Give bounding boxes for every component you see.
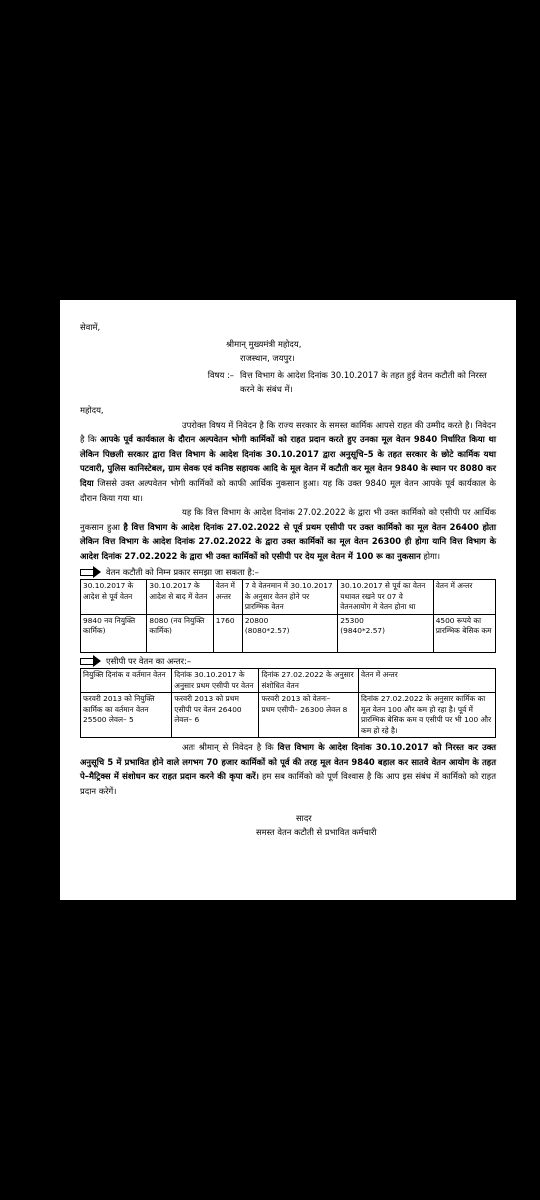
table-cell: फरवरी 2013 को नियुक्ति कार्मिक का वर्तमान वेतन 25500 लेवल– 5 bbox=[81, 693, 172, 738]
table-cell: 9840 नव नियुक्ति कार्मिक) bbox=[81, 614, 147, 652]
paragraph-2 bbox=[80, 505, 496, 563]
table-header-cell: 7 वे वेतनमान में 30.10.2017 के अनुसार वेतन होने पर प्रारम्भिक वेतन bbox=[242, 580, 337, 615]
arrow-right-icon bbox=[80, 566, 102, 577]
table-header-cell: 30.10.2017 के आदेश से पूर्व वेतन bbox=[81, 580, 147, 615]
signature-block bbox=[80, 811, 496, 840]
addressee: श्रीमान् मुख्यमंत्री महोदय, bbox=[226, 338, 302, 349]
table-header-cell: वेतन में अन्तर bbox=[359, 669, 496, 693]
table-cell: फरवरी 2013 को वेतनः– प्रथम एसीपी– 26300 लेवल 8 bbox=[259, 693, 359, 738]
closing-paragraph bbox=[80, 740, 496, 798]
table-header-cell: नियुक्ति दिनांक व वर्तमान वेतन bbox=[81, 669, 172, 693]
paragraph-1-text: उपरोक्त विषय में निवेदन है कि राज्य सरकार के समस्त कार्मिक आपसे राहत की उम्मीद करते है। निवेदन है कि bbox=[80, 419, 496, 445]
table-cell: 20800 (8080*2.57) bbox=[242, 614, 337, 652]
subject-line bbox=[80, 368, 496, 397]
table-header-row bbox=[81, 669, 496, 693]
table-cell: फरवरी 2013 को प्रथम एसीपी पर वेतन 26400 लेवल– 6 bbox=[172, 693, 259, 738]
table-header-cell: 30.10.2017 से पूर्व का वेतन यथावत रखने पर 07 वे वेतनआयोग मे वेतन होना था bbox=[338, 580, 433, 615]
paragraph-1-tail: जिससे उक्त अल्पवेतन भोगी कार्मिकों को काफी आर्थिक नुकसान हुआ। यह कि उक्त 9840 मूल वेतन आपके पूर्व कार्यकाल के दौरान किया गया था। bbox=[80, 477, 496, 503]
signature: समस्त वेतन कटौती से प्रभावित कर्मचारी bbox=[256, 827, 377, 838]
subject-label: विषय :– bbox=[207, 369, 234, 380]
table-row bbox=[81, 693, 496, 738]
letter-body bbox=[80, 320, 496, 840]
table-header-cell: 30.10.2017 के आदेश से बाद में वेतन bbox=[147, 580, 213, 615]
table-header-cell: दिनांक 30.10.2017 के अनुसार प्रथम एसीपी पर वेतन bbox=[172, 669, 259, 693]
closing-text: अतः श्रीमान् से निवेदन है कि bbox=[182, 742, 278, 753]
regards: सादर bbox=[296, 812, 312, 823]
table1-caption-line bbox=[80, 565, 496, 580]
table-header-row bbox=[81, 580, 496, 615]
table-cell: 8080 (नव नियुक्ति कार्मिक) bbox=[147, 614, 213, 652]
paragraph-2-text: यह कि वित्त विभाग के आदेश दिनांक 27.02.2022 के द्वारा भी उक्त कार्मिको को एसीपी पर आर्थिक नुकसान हुआ bbox=[80, 507, 496, 532]
table-cell: 4500 रूपये का प्रारम्भिक बेसिक कम bbox=[433, 614, 495, 652]
arrow-right-icon bbox=[80, 655, 102, 666]
letter-page bbox=[60, 300, 516, 900]
table-header-cell: वेतन में अन्तर bbox=[433, 580, 495, 615]
subject-text: वित्त विभाग के आदेश दिनांक 30.10.2017 के तहत हुई वेतन कटौती को निरस्त करने के संबंध में। bbox=[240, 369, 487, 395]
salutation: सेवामें, bbox=[80, 322, 101, 332]
paragraph-2-tail: होगा। bbox=[420, 550, 441, 561]
paragraph-2-bold: है वित्त विभाग के आदेश दिनांक 27.02.2022 से पूर्व प्रथम एसीपी पर उक्त कार्मिको का मूल वेतन 26400 होता लेकिन वित्त विभाग के आदेश दिनांक 27.02.2022 के द्वारा उक्त कार्मिकों का मूल वेतन 26300 ही होगा यानि वित्त विभाग के आदेश दिनांक 27.02.2022 के द्वारा भी उक्त कार्मिकों को एसीपी पर देय मूल वेतन में 100 रू का नुकसान bbox=[80, 521, 497, 561]
closing-tail: हम सब कार्मिको को पूर्ण विश्वास है कि आप इस संबंध में कार्मिको को राहत प्रदान करेगें। bbox=[80, 771, 496, 796]
table2-caption-line bbox=[80, 654, 496, 669]
paragraph-1-bold: आपके पूर्व कार्यकाल के दौरान अल्पवेतन भोगी कार्मिकों को राहत प्रदान करते हुए उनका मूल वेतन 9840 निर्धारित किया था लेकिन पिछली सरकार द्वारा वित्त विभाग के आदेश दिनांक 30.10.2017 द्वारा अनुसूचि–5 के तहत सरकार के छोटे कार्मिक यथा पटवारी, पुलिस कानिस्टेबल, ग्राम सेवक एवं कनिष्ठ सहायक आदि के मूल वेतन में कटौती कर मूल वेतन 9840 के स्थान पर 8080 कर दिया bbox=[80, 434, 496, 488]
table-header-cell: वेतन में अन्तर bbox=[213, 580, 242, 615]
table2-caption: एसीपी पर वेतन का अन्तर:– bbox=[106, 655, 192, 666]
address: राजस्थान, जयपुर। bbox=[240, 353, 295, 364]
salary-cut-table bbox=[80, 579, 496, 653]
acp-difference-table bbox=[80, 668, 496, 738]
closing-bold: वित्त विभाग के आदेश दिनांक 30.10.2017 को निरस्त कर उक्त अनुसूचि 5 में प्रभावित होने वाले लगभग 70 हजार कार्मिकों को पूर्व की तरह मूल वेतन 9840 बहाल कर सातवे वेतन आयोग के तहत पे–मैट्रिक्स में संशोधन कर राहत प्रदान करने की कृपा करें। bbox=[80, 742, 497, 782]
table1-caption: वेतन कटौती को निम्न प्रकार समझा जा सकता है:– bbox=[106, 566, 259, 577]
table-header-cell: दिनांक 27.02.2022 के अनुसार संशोधित वेतन bbox=[259, 669, 359, 693]
table-cell: दिनांक 27.02.2022 के अनुसार कार्मिक का मूल वेतन 100 और कम हो रहा है। पूर्व में प्रारम्भिक बेसिक कम व एसीपी पर भी 100 और कम हो रहे है। bbox=[359, 693, 496, 738]
greeting: महोदय, bbox=[80, 404, 104, 415]
table-row bbox=[81, 614, 496, 652]
table-cell: 1760 bbox=[213, 614, 242, 652]
paragraph-1 bbox=[80, 418, 496, 506]
table-cell: 25300 (9840*2.57) bbox=[338, 614, 433, 652]
